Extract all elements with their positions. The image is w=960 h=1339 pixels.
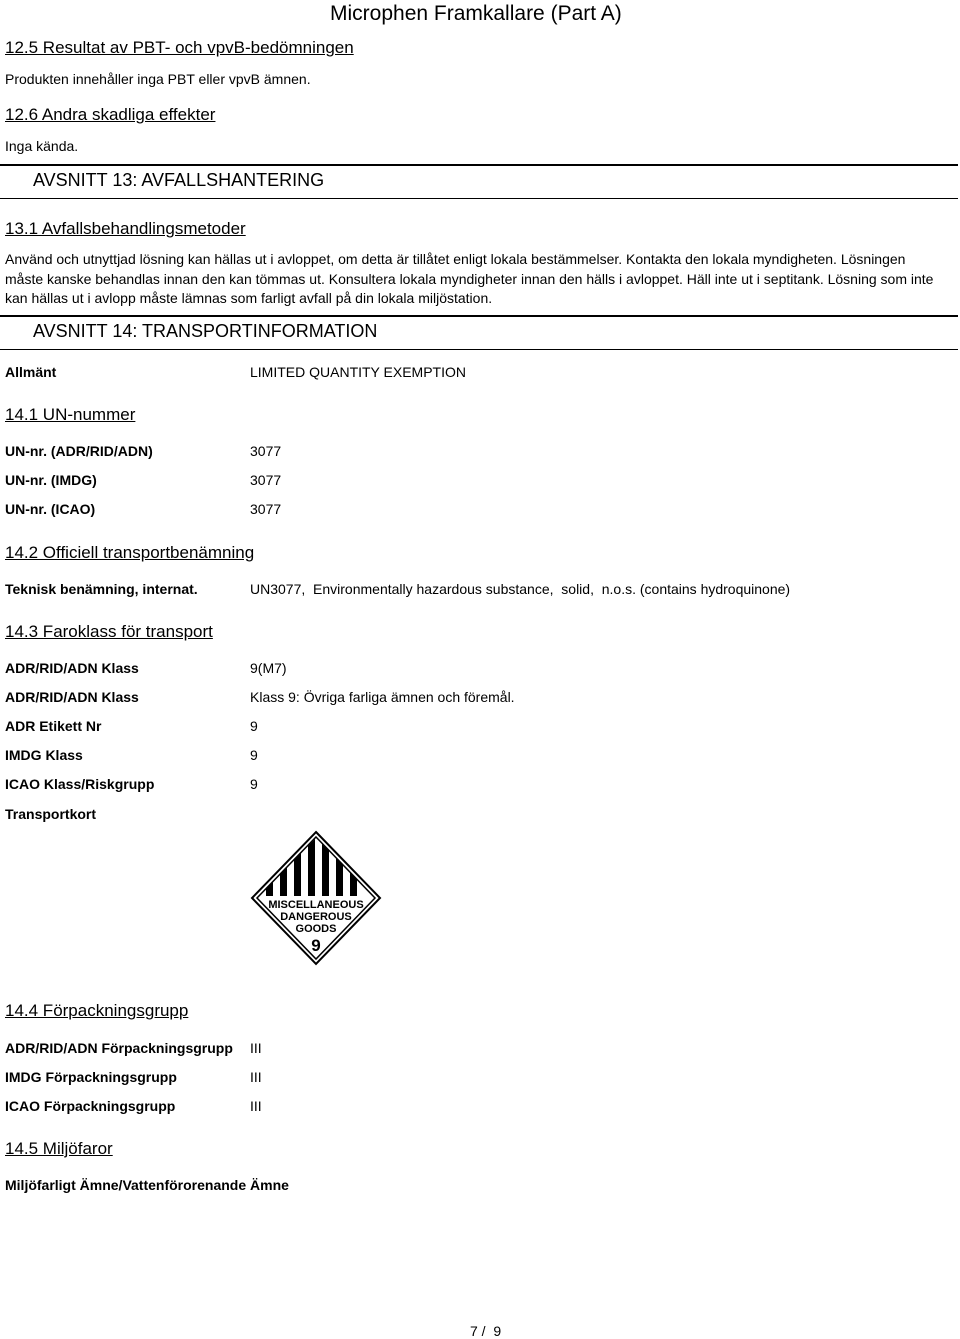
text-12-6: Inga kända. xyxy=(5,138,79,154)
placard-line3: GOODS xyxy=(295,923,337,935)
class-row-label: IMDG Klass xyxy=(5,747,83,763)
placard-line2: DANGEROUS xyxy=(280,911,352,923)
text-12-5: Produkten innehåller inga PBT eller vpvB ämnen. xyxy=(5,71,311,87)
page-number: 7 / 9 xyxy=(470,1323,502,1339)
section-14-title: AVSNITT 14: TRANSPORTINFORMATION xyxy=(33,321,378,341)
class-row-value: 9 xyxy=(250,776,258,792)
section-rule xyxy=(0,198,958,199)
class-row-value: 9(M7) xyxy=(250,660,287,676)
heading-14-5: 14.5 Miljöfaror xyxy=(5,1139,113,1158)
document-title: Microphen Framkallare (Part A) xyxy=(330,2,622,25)
packing-row-label: ADR/RID/ADN Förpackningsgrupp xyxy=(5,1040,233,1056)
class-row-value: 9 xyxy=(250,718,258,734)
technical-name-value: UN3077, Environmentally hazardous substance, solid, n.o.s. (contains hydroquinone) xyxy=(250,581,791,597)
class-row-label: ADR/RID/ADN Klass xyxy=(5,689,139,705)
un-row-value: 3077 xyxy=(250,443,282,459)
heading-12-5: 12.5 Resultat av PBT- och vpvB-bedömningen xyxy=(5,38,354,57)
section-13-title: AVSNITT 13: AVFALLSHANTERING xyxy=(33,170,325,190)
heading-12-6: 12.6 Andra skadliga effekter xyxy=(5,105,216,124)
technical-name-label: Teknisk benämning, internat. xyxy=(5,581,198,597)
heading-14-4: 14.4 Förpackningsgrupp xyxy=(5,1001,189,1020)
un-row-label: UN-nr. (ADR/RID/ADN) xyxy=(5,443,153,459)
general-label: Allmänt xyxy=(5,364,57,380)
packing-row-value: III xyxy=(250,1069,262,1085)
un-row-value: 3077 xyxy=(250,472,282,488)
placard-line1: MISCELLANEOUS xyxy=(268,899,364,911)
hazard-class-9-placard-icon xyxy=(250,830,382,966)
class-row-label: ADR Etikett Nr xyxy=(5,718,102,734)
class-row-label: ADR/RID/ADN Klass xyxy=(5,660,139,676)
class-row-value: 9 xyxy=(250,747,258,763)
packing-row-label: IMDG Förpackningsgrupp xyxy=(5,1069,177,1085)
packing-row-value: III xyxy=(250,1040,262,1056)
class-row-label: ICAO Klass/Riskgrupp xyxy=(5,776,155,792)
general-value: LIMITED QUANTITY EXEMPTION xyxy=(250,364,466,380)
section-rule xyxy=(0,349,958,350)
heading-13-1: 13.1 Avfallsbehandlingsmetoder xyxy=(5,219,246,238)
text-13-1: Använd och utnyttjad lösning kan hällas ut i avloppet, om detta är tillåtet enligt lokala bestämmelser. Kontakta den lokala myndigheten. Lösningen måste kanske behandlas innan den kan tömmas ut. Konsultera lokala myndigheter innan den hälls i avloppet. Häll inte ut i septitank. Lösning som inte kan hällas ut i avlopp måste lämnas som farligt avfall på din lokala miljöstation. xyxy=(5,251,934,306)
packing-row-value: III xyxy=(250,1098,262,1114)
heading-14-1: 14.1 UN-nummer xyxy=(5,405,136,424)
environmental-hazard-label: Miljöfarligt Ämne/Vattenförorenande Ämne xyxy=(5,1177,289,1193)
placard-number: 9 xyxy=(311,936,321,955)
section-rule xyxy=(0,164,958,166)
un-row-value: 3077 xyxy=(250,501,282,517)
un-row-label: UN-nr. (IMDG) xyxy=(5,472,97,488)
heading-14-2: 14.2 Officiell transportbenämning xyxy=(5,543,255,562)
heading-14-3: 14.3 Faroklass för transport xyxy=(5,622,213,641)
un-row-label: UN-nr. (ICAO) xyxy=(5,501,96,517)
packing-row-label: ICAO Förpackningsgrupp xyxy=(5,1098,176,1114)
transport-card-label: Transportkort xyxy=(5,806,97,822)
section-rule xyxy=(0,315,958,317)
class-row-value: Klass 9: Övriga farliga ämnen och föremål. xyxy=(250,689,515,705)
